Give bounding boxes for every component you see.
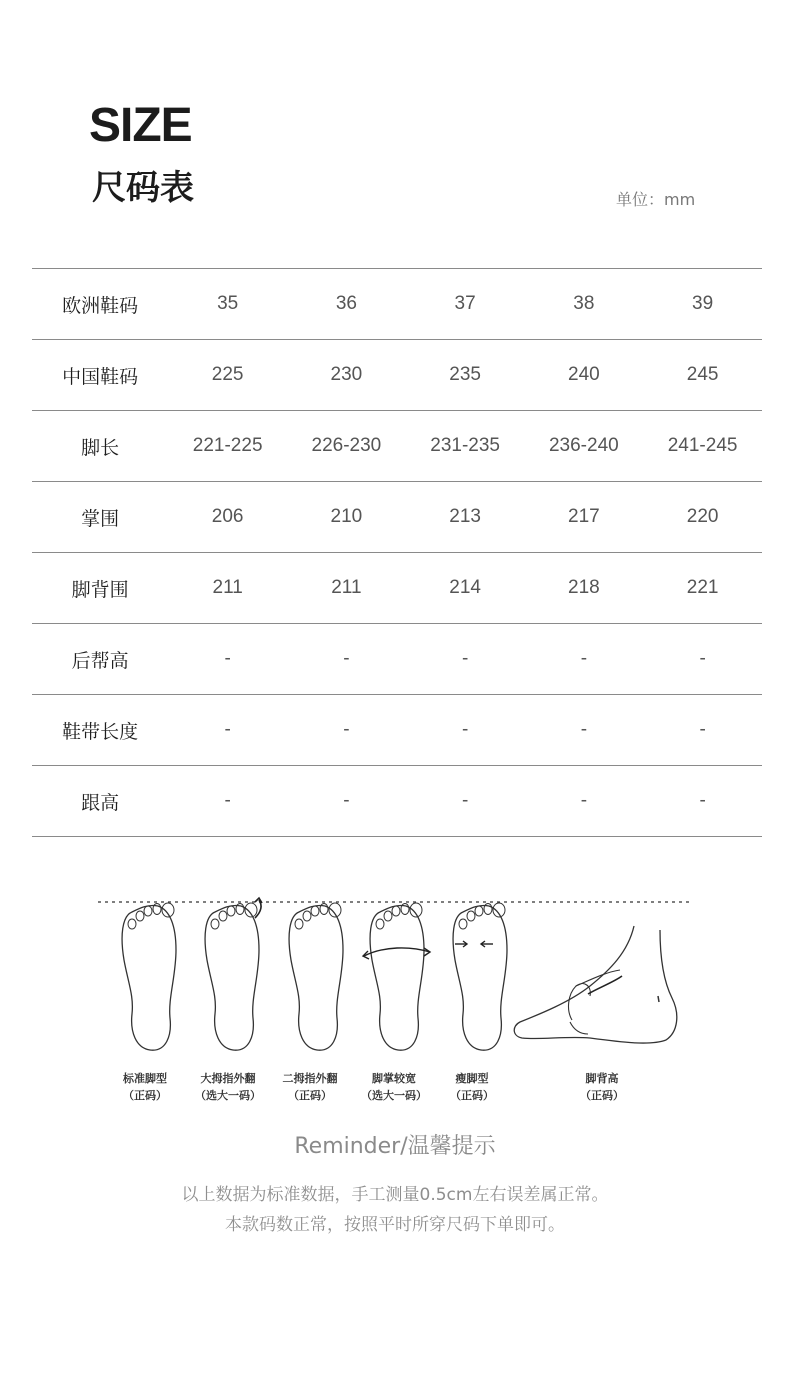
table-cell: -: [168, 624, 287, 695]
table-cell: -: [168, 766, 287, 837]
table-cell: -: [643, 695, 762, 766]
table-cell: 211: [287, 553, 406, 624]
table-row: [32, 411, 762, 482]
unit-label: 单位：mm: [616, 190, 696, 209]
table-row: [32, 269, 762, 340]
table-cell: 214: [406, 553, 525, 624]
table-cell: -: [524, 695, 643, 766]
foot-label-high-instep: 脚背高 （正码）: [580, 1072, 624, 1102]
standard-foot-icon: [122, 903, 176, 1050]
table-cell: 245: [643, 340, 762, 411]
row-label: 掌围: [32, 482, 168, 553]
row-label: 鞋带长度: [32, 695, 168, 766]
table-cell: -: [643, 766, 762, 837]
row-label: 后帮高: [32, 624, 168, 695]
row-label: 脚长: [32, 411, 168, 482]
reminder-line-2: 本款码数正常，按照平时所穿尺码下单即可。: [225, 1215, 565, 1235]
table-cell: 221: [643, 553, 762, 624]
table-cell: -: [406, 624, 525, 695]
table-cell: 39: [643, 269, 762, 340]
row-label: 脚背围: [32, 553, 168, 624]
table-cell: 221-225: [168, 411, 287, 482]
table-cell: 36: [287, 269, 406, 340]
row-label: 跟高: [32, 766, 168, 837]
table-cell: 241-245: [643, 411, 762, 482]
table-cell: -: [406, 695, 525, 766]
reminder-line-1: 以上数据为标准数据，手工测量0.5cm左右误差属正常。: [181, 1185, 609, 1205]
table-row: [32, 482, 762, 553]
title-en: SIZE: [89, 99, 192, 152]
table-cell: -: [287, 766, 406, 837]
wide-foot-icon: [363, 903, 430, 1050]
second-toe-foot-icon: [289, 903, 343, 1050]
table-cell: -: [524, 624, 643, 695]
table-cell: 217: [524, 482, 643, 553]
table-cell: 240: [524, 340, 643, 411]
bunion-foot-icon: [205, 898, 262, 1050]
row-label: 欧洲鞋码: [32, 269, 168, 340]
table-cell: 38: [524, 269, 643, 340]
row-label: 中国鞋码: [32, 340, 168, 411]
foot-illustrations: [90, 890, 700, 1060]
foot-label-second-toe: 二拇指外翻 （正码）: [282, 1072, 338, 1102]
table-cell: 35: [168, 269, 287, 340]
table-cell: -: [643, 624, 762, 695]
table-cell: -: [287, 624, 406, 695]
table-cell: -: [168, 695, 287, 766]
table-cell: 213: [406, 482, 525, 553]
table-cell: -: [524, 766, 643, 837]
table-cell: 235: [406, 340, 525, 411]
table-row: [32, 766, 762, 837]
table-cell: 218: [524, 553, 643, 624]
table-cell: 230: [287, 340, 406, 411]
foot-label-slim: 瘦脚型 （正码）: [450, 1072, 494, 1102]
table-cell: 236-240: [524, 411, 643, 482]
high-instep-foot-icon: [514, 926, 677, 1043]
table-cell: -: [406, 766, 525, 837]
table-cell: 225: [168, 340, 287, 411]
foot-label-bunion: 大拇指外翻 （选大一码）: [195, 1072, 261, 1102]
foot-label-wide: 脚掌较宽 （选大一码）: [361, 1072, 427, 1102]
size-table: [32, 268, 762, 837]
slim-foot-icon: [453, 903, 507, 1050]
table-cell: 231-235: [406, 411, 525, 482]
table-cell: 226-230: [287, 411, 406, 482]
table-row: [32, 340, 762, 411]
table-cell: 210: [287, 482, 406, 553]
table-cell: -: [287, 695, 406, 766]
table-cell: 220: [643, 482, 762, 553]
table-row: [32, 695, 762, 766]
page-title: 尺码表: [92, 168, 194, 208]
table-row: [32, 553, 762, 624]
table-row: [32, 624, 762, 695]
reminder-title: Reminder/温馨提示: [294, 1134, 496, 1159]
foot-label-standard: 标准脚型 （正码）: [123, 1072, 167, 1102]
table-cell: 206: [168, 482, 287, 553]
table-cell: 211: [168, 553, 287, 624]
table-cell: 37: [406, 269, 525, 340]
